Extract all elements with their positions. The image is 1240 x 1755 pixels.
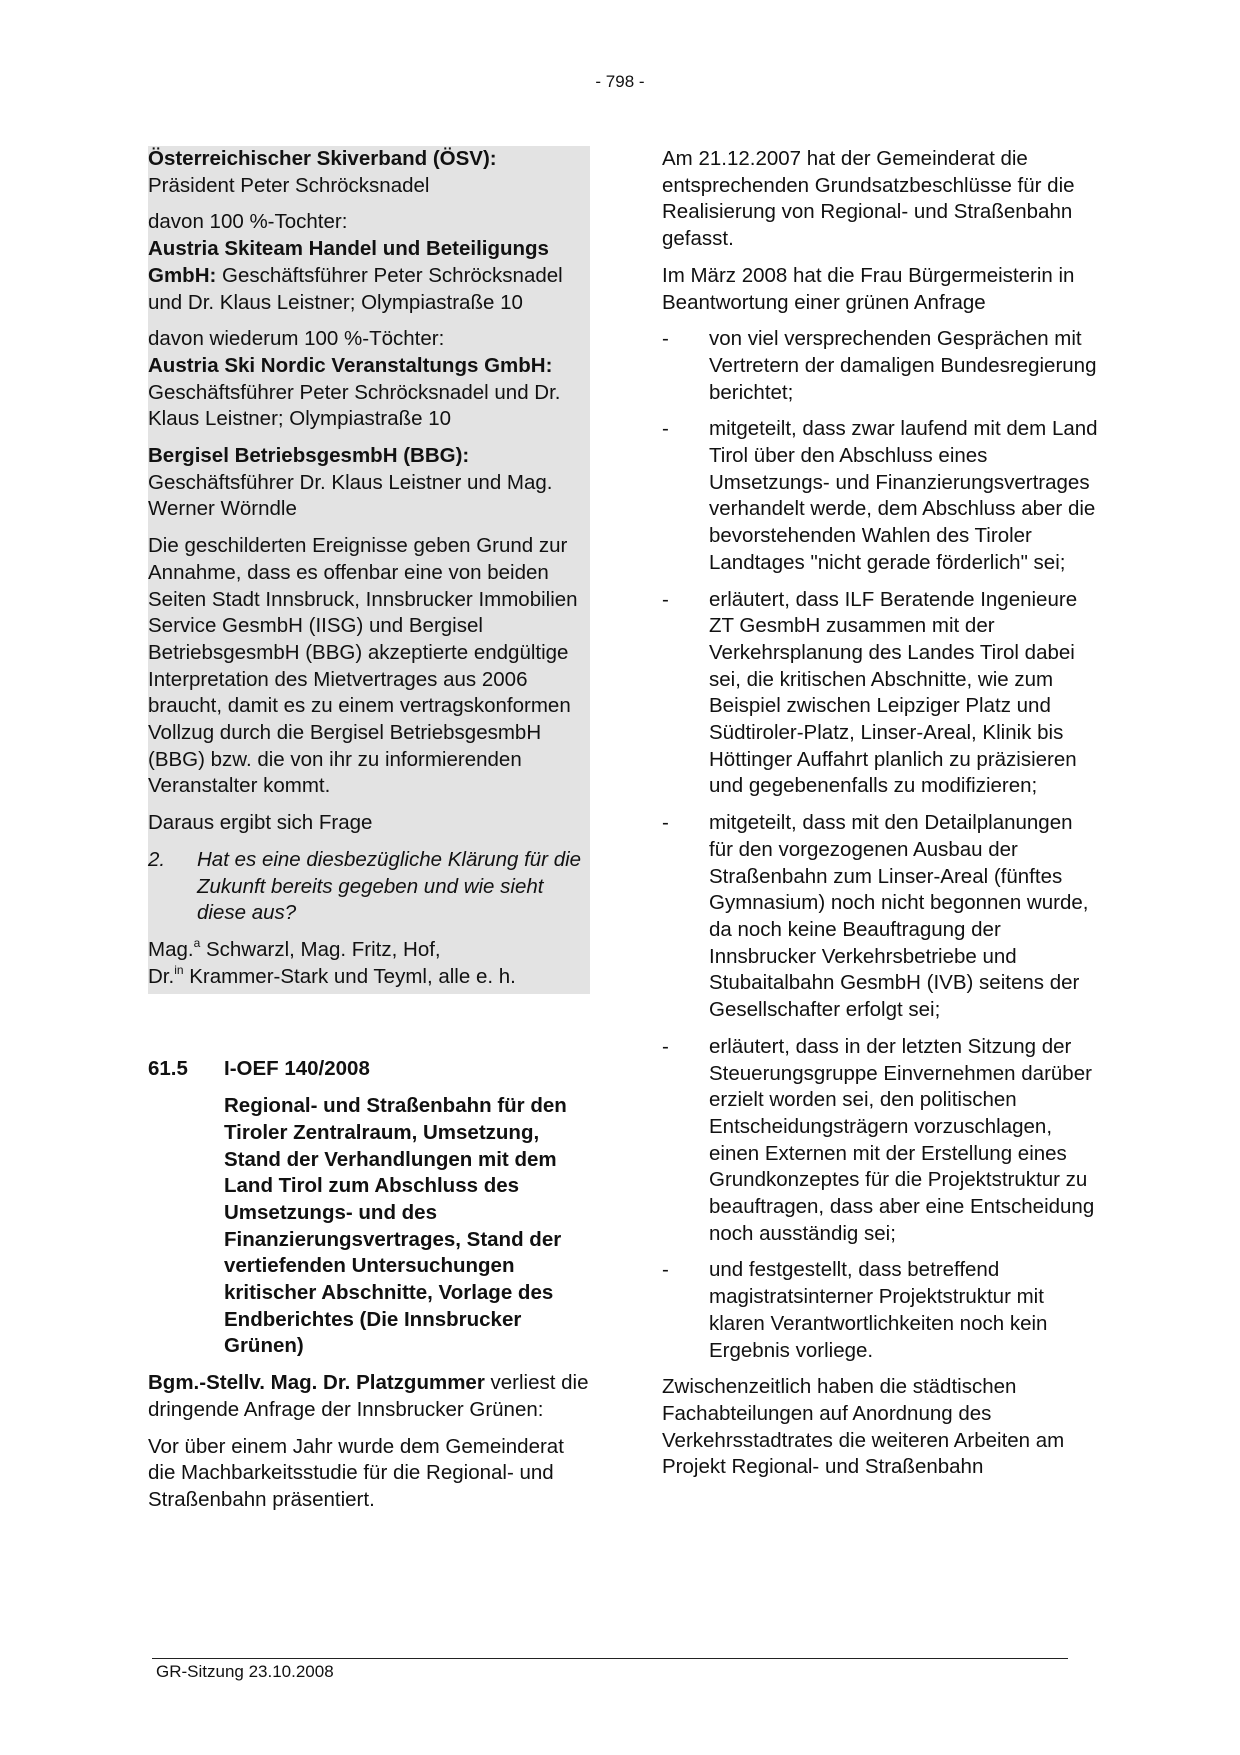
ski-nordic-name: Austria Ski Nordic Veranstaltungs GmbH: xyxy=(148,353,553,377)
oesv-president: Präsident Peter Schröcksnadel xyxy=(148,173,430,197)
skiteam-details: Geschäftsführer Peter Schröcksnadel und Dr. Klaus Leistner; Olympiastraße 10 xyxy=(148,263,563,314)
events-paragraph: Die geschilderten Ereignisse geben Grund zur Annahme, dass es offenbar eine von beiden Seiten Stadt Innsbruck, Innsbrucker Immobilien Service GesmbH (IISG) und Bergisel BetriebsgesmbH (BBG) akzeptierte endgültige Interpretation des Mietvertrages aus 2006 braucht, damit es zu einem vertragskonformen Vollzug durch die Bergisel BetriebsgesmbH (BBG) bzw. die von ihr zu informierenden Veranstalter kommt. xyxy=(148,534,578,798)
bbg-name: Bergisel BetriebsgesmbH (BBG): xyxy=(148,444,470,468)
signature-sup-in: in xyxy=(174,962,184,977)
section-spacer xyxy=(148,994,592,1056)
bullet-dash: - xyxy=(662,417,669,441)
list-item xyxy=(662,810,1102,1024)
signature-dr: Dr. xyxy=(148,964,175,988)
footer-divider xyxy=(152,1658,1068,1659)
signature-line-2: Krammer-Stark und Teyml, alle e. h. xyxy=(183,964,516,988)
question-intro: Daraus ergibt sich Frage xyxy=(148,811,373,835)
ski-nordic-paragraph xyxy=(148,326,590,433)
question-number: 2. xyxy=(148,847,166,871)
left-column xyxy=(148,146,592,1524)
right-column xyxy=(662,146,1102,1491)
signature-sup-a: a xyxy=(193,935,201,950)
bbg-details: Geschäftsführer Dr. Klaus Leistner und Mag. Werner Wörndle xyxy=(148,470,553,521)
signature-mag: Mag. xyxy=(148,937,194,961)
speaker-name: Bgm.-Stellv. Mag. Dr. Platzgummer xyxy=(148,1371,485,1395)
skiteam-name: Austria Skiteam Handel und Beteiligungs GmbH: xyxy=(148,237,549,287)
list-item xyxy=(662,1257,1102,1364)
machbarkeitsstudie-paragraph: Vor über einem Jahr wurde dem Gemeinderat die Machbarkeitsstudie für die Regional- und Straßenbahn präsentiert. xyxy=(148,1434,564,1511)
section-heading xyxy=(148,1056,592,1083)
list-item-text: von viel versprechenden Gesprächen mit Vertretern der damaligen Bundesregierung berichtet; xyxy=(709,327,1097,404)
sub-subsidiary-intro: davon wiederum 100 %-Töchter: xyxy=(148,327,445,351)
signature-line-1: Schwarzl, Mag. Fritz, Hof, xyxy=(200,937,441,961)
list-item-text: erläutert, dass ILF Beratende Ingenieure ZT GesmbH zusammen mit der Verkehrsplanung des Landes Tirol dabei sei, die kritischen Abschnitte, wie zum Beispiel zwischen Leipziger Platz und Südtiroler-Platz, Linser-Areal, Klinik bis Höttinger Auffahrt planlich zu präzisieren und gegebenenfalls zu modifizieren; xyxy=(709,587,1078,798)
section-number: 61.5 xyxy=(148,1057,188,1081)
bullet-list xyxy=(662,326,1102,1364)
anfrage-intro-paragraph: Im März 2008 hat die Frau Bürgermeisterin in Beantwortung einer grünen Anfrage xyxy=(662,263,1075,314)
bullet-dash: - xyxy=(662,327,669,351)
question-text: Hat es eine diesbezügliche Klärung für die Zukunft bereits gegeben und wie sieht diese aus? xyxy=(197,847,582,925)
speaker-paragraph xyxy=(148,1370,592,1423)
bbg-paragraph xyxy=(148,443,590,523)
bullet-dash: - xyxy=(662,1258,669,1282)
section-title: Regional- und Straßenbahn für den Tiroler Zentralraum, Umsetzung, Stand der Verhandlungen mit dem Land Tirol zum Abschluss des Umsetzungs- und des Finanzierungsvertrages, Stand der vertiefenden Untersuchungen kritischer Abschnitte, Vorlage des Endberichtes (Die Innsbrucker Grünen) xyxy=(224,1094,567,1358)
skiteam-paragraph xyxy=(148,209,590,316)
subsidiary-intro: davon 100 %-Tochter: xyxy=(148,210,348,234)
signatures xyxy=(148,937,590,990)
bullet-dash: - xyxy=(662,587,669,611)
list-item xyxy=(662,326,1102,406)
oesv-paragraph xyxy=(148,146,590,199)
footer-session-date: GR-Sitzung 23.10.2008 xyxy=(156,1662,334,1681)
speaker-action: verliest die dringende Anfrage der Innsbrucker Grünen: xyxy=(148,1371,589,1421)
list-item xyxy=(662,587,1102,801)
zwischenzeitlich-paragraph: Zwischenzeitlich haben die städtischen Fachabteilungen auf Anordnung des Verkehrsstadtrates die weiteren Arbeiten am Projekt Regional- und Straßenbahn xyxy=(662,1375,1065,1479)
grundsatzbeschluss-paragraph: Am 21.12.2007 hat der Gemeinderat die entsprechenden Grundsatzbeschlüsse für die Realisierung von Regional- und Straßenbahn gefasst. xyxy=(662,147,1075,251)
section-code: I-OEF 140/2008 xyxy=(224,1057,370,1081)
list-item xyxy=(662,416,1102,576)
list-item-text: mitgeteilt, dass mit den Detailplanungen für den vorgezogenen Ausbau der Straßenbahn zum Linser-Areal (fünftes Gymnasium) noch nicht begonnen wurde, da noch keine Beauftragung der Innsbrucker Verkehrsbetriebe und Stubaitalbahn GesmbH (IVB) seitens der Gesellschafter erfolgt sei; xyxy=(709,811,1089,1022)
highlighted-quote-box xyxy=(148,146,590,994)
page-number: - 798 - xyxy=(595,72,645,91)
oesv-heading: Österreichischer Skiverband (ÖSV): xyxy=(148,147,497,170)
list-item xyxy=(662,1034,1102,1248)
list-item-text: erläutert, dass in der letzten Sitzung der Steuerungsgruppe Einvernehmen darüber erzielt worden sei, den politischen Entscheidungsträgern vorzuschlagen, einen Externen mit der Erstellung eines Grundkonzeptes für die Projektstruktur zu beauftragen, dass aber eine Entscheidung noch ausständig sei; xyxy=(709,1034,1095,1245)
bullet-dash: - xyxy=(662,811,669,835)
ski-nordic-details: Geschäftsführer Peter Schröcksnadel und Dr. Klaus Leistner; Olympiastraße 10 xyxy=(148,380,561,431)
list-item-text: mitgeteilt, dass zwar laufend mit dem Land Tirol über den Abschluss eines Umsetzungs- und Finanzierungsvertrages verhandelt werde, dem Abschluss aber die bevorstehenden Wahlen des Tiroler Landtages "nicht gerade förderlich" sei; xyxy=(709,417,1098,574)
bullet-dash: - xyxy=(662,1034,669,1058)
list-item-text: und festgestellt, dass betreffend magistratsinterner Projektstruktur mit klaren Verantwortlichkeiten noch kein Ergebnis vorliege. xyxy=(709,1258,1048,1362)
question-item xyxy=(148,847,590,927)
